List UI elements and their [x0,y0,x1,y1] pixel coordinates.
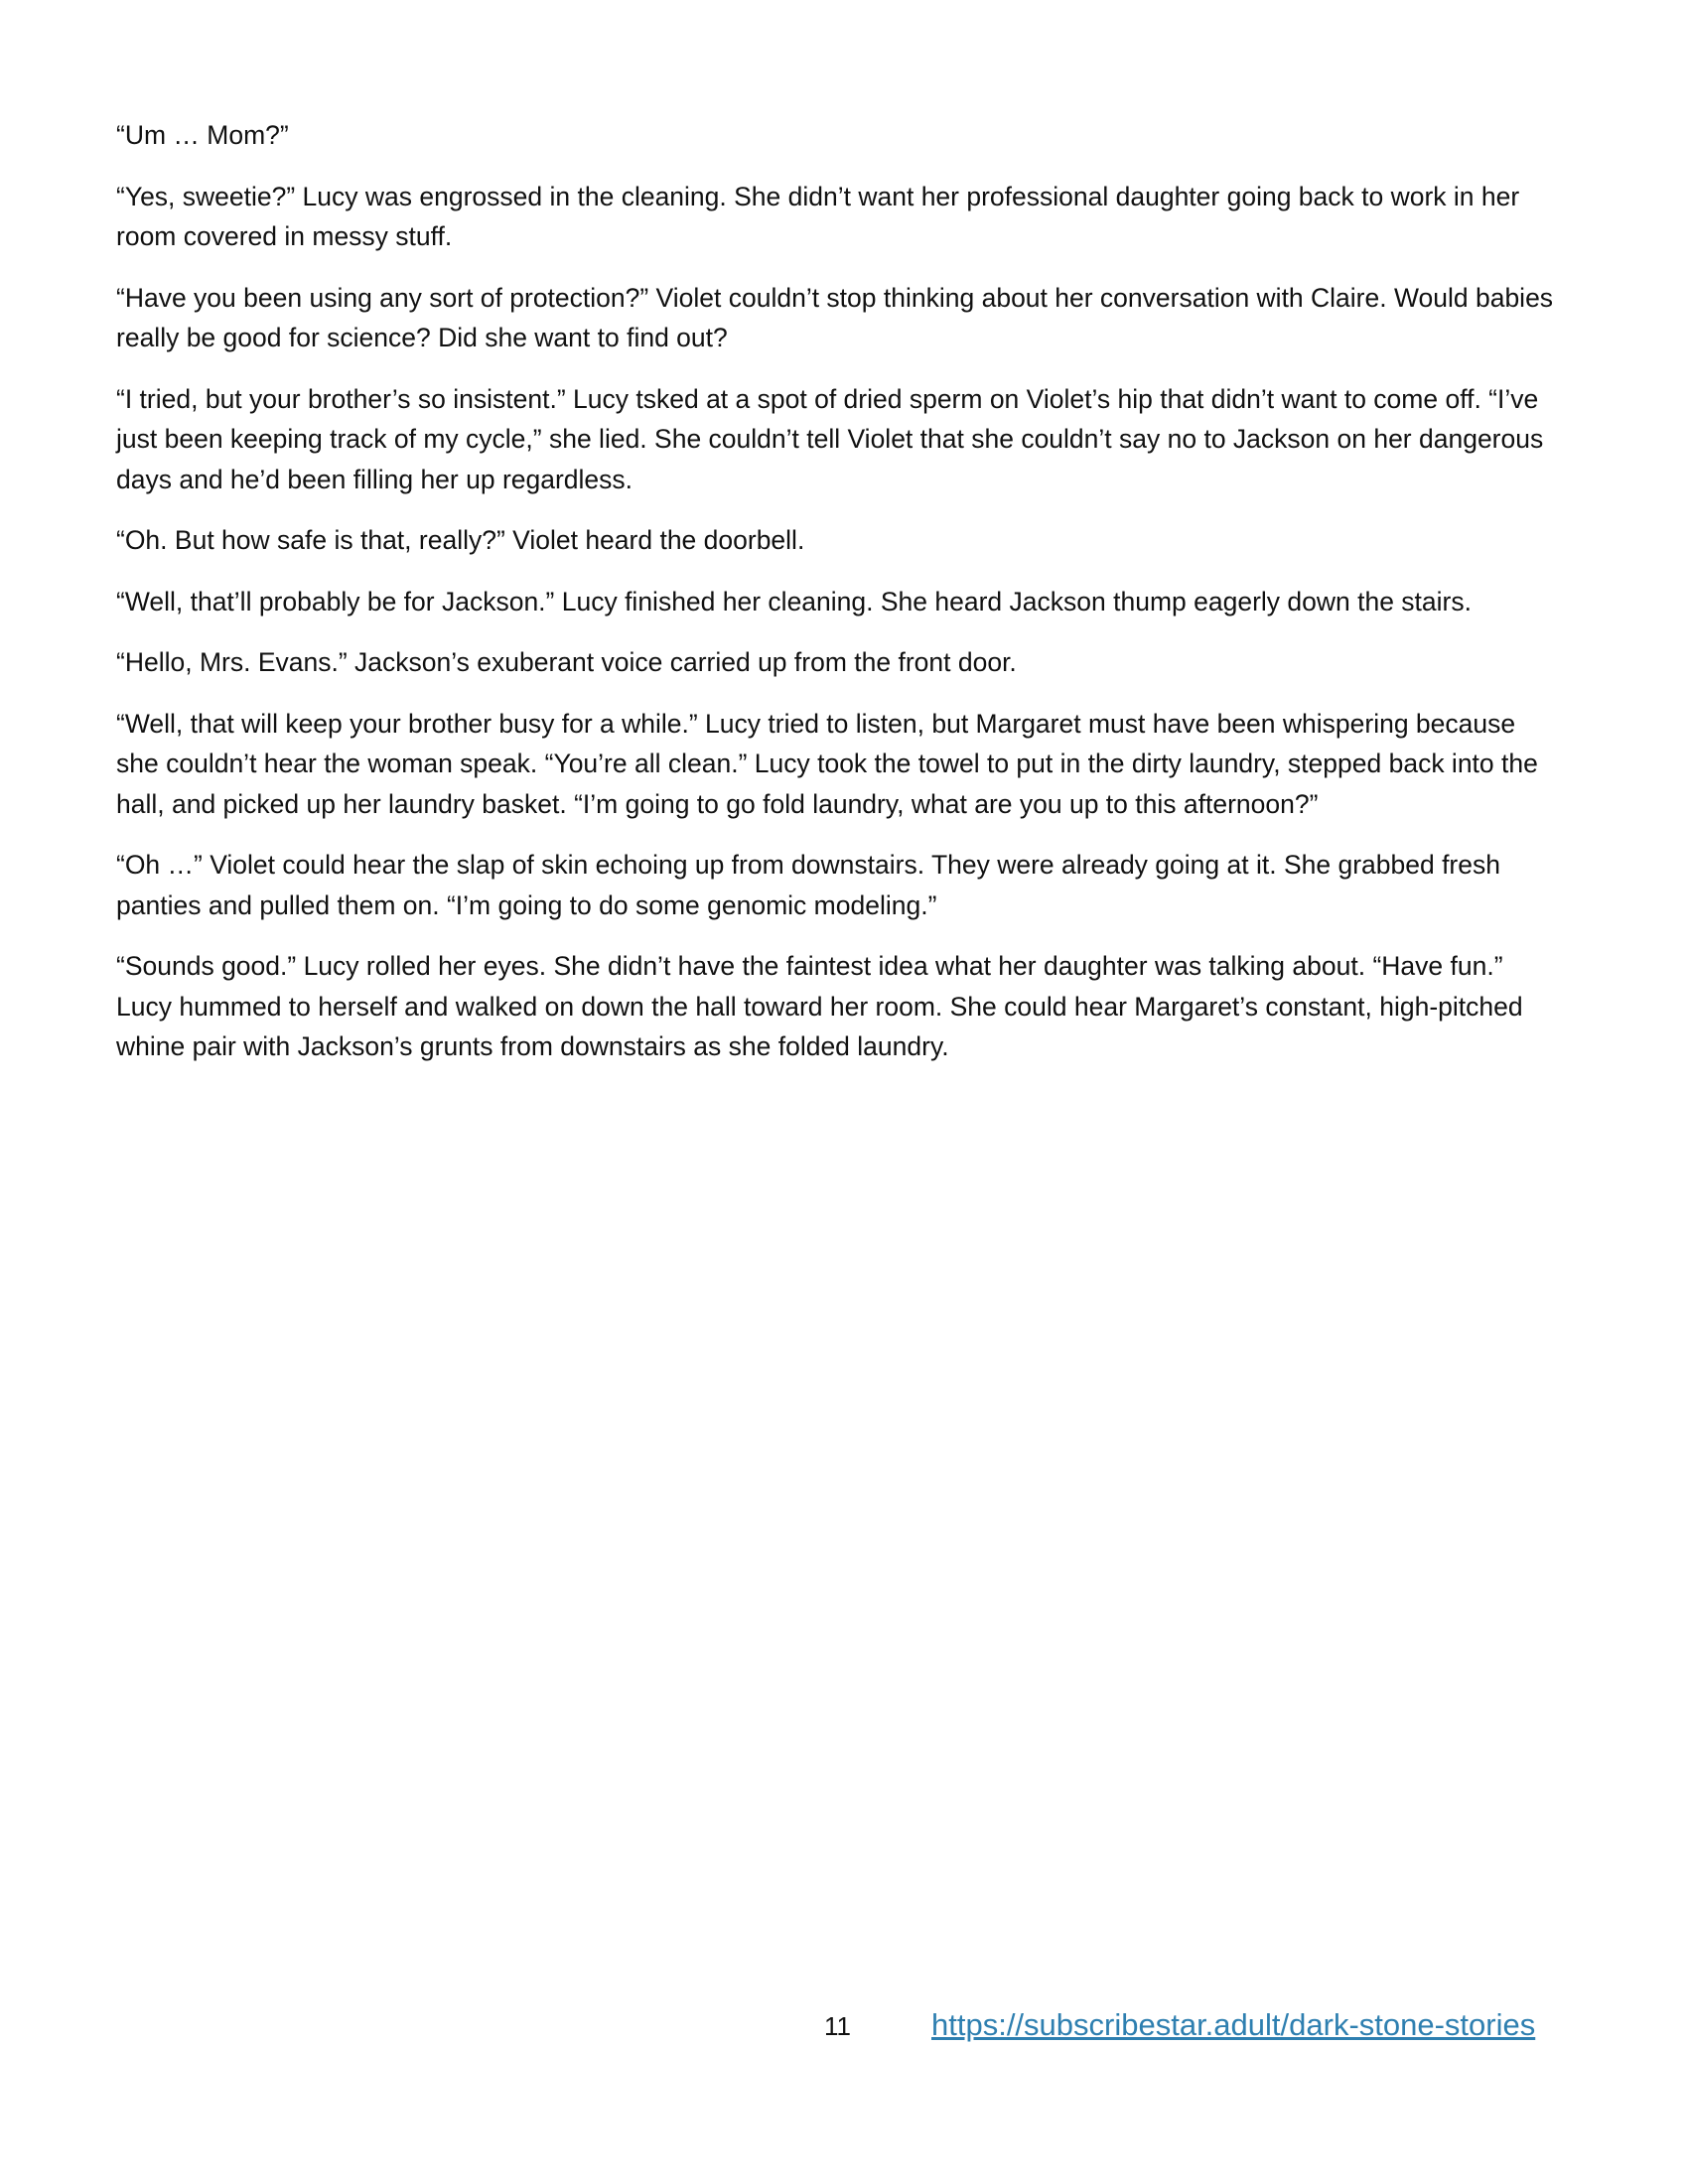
paragraph: “Have you been using any sort of protection?” Violet couldn’t stop thinking about her conversation with Claire. Would babies really be good for science? Did she want to find out? [116,282,1554,352]
page-number: 11 [824,2011,851,2041]
paragraph: “Um … Mom?” [116,120,289,150]
footer-link[interactable]: https://subscribestar.adult/dark-stone-stories [931,2007,1536,2042]
paragraph: “Well, that will keep your brother busy for a while.” Lucy tried to listen, but Margaret must have been whispering because she couldn’t hear the woman speak. “You’re all clean.” Lucy took the towel to put in the dirty laundry, stepped back into the hall, and picked up her laundry basket. “I’m going to go fold laundry, what are you up to this afternoon?” [116,708,1538,819]
paragraph: “I tried, but your brother’s so insistent.” Lucy tsked at a spot of dried sperm on Violet’s hip that didn’t want to come off. “I’ve just been keeping track of my cycle,” she lied. She couldn’t tell Violet that she couldn’t say no to Jackson on her dangerous days and he’d been filling her up regardless. [116,383,1544,494]
body-text [116,115,1556,1088]
paragraph: “Yes, sweetie?” Lucy was engrossed in the cleaning. She didn’t want her professional daughter going back to work in her room covered in messy stuff. [116,181,1520,251]
paragraph: “Well, that’ll probably be for Jackson.” Lucy finished her cleaning. She heard Jackson thump eagerly down the stairs. [116,586,1472,616]
paragraph: “Sounds good.” Lucy rolled her eyes. She didn’t have the faintest idea what her daughter was talking about. “Have fun.” Lucy hummed to herself and walked on down the hall toward her room. She could hear Margaret’s constant, high-pitched whine pair with Jackson’s grunts from downstairs as she folded laundry. [116,951,1523,1061]
paragraph: “Oh. But how safe is that, really?” Violet heard the doorbell. [116,525,805,555]
paragraph: “Oh …” Violet could hear the slap of skin echoing up from downstairs. They were already going at it. She grabbed fresh panties and pulled them on. “I’m going to do some genomic modeling.” [116,850,1500,920]
paragraph: “Hello, Mrs. Evans.” Jackson’s exuberant voice carried up from the front door. [116,647,1017,677]
